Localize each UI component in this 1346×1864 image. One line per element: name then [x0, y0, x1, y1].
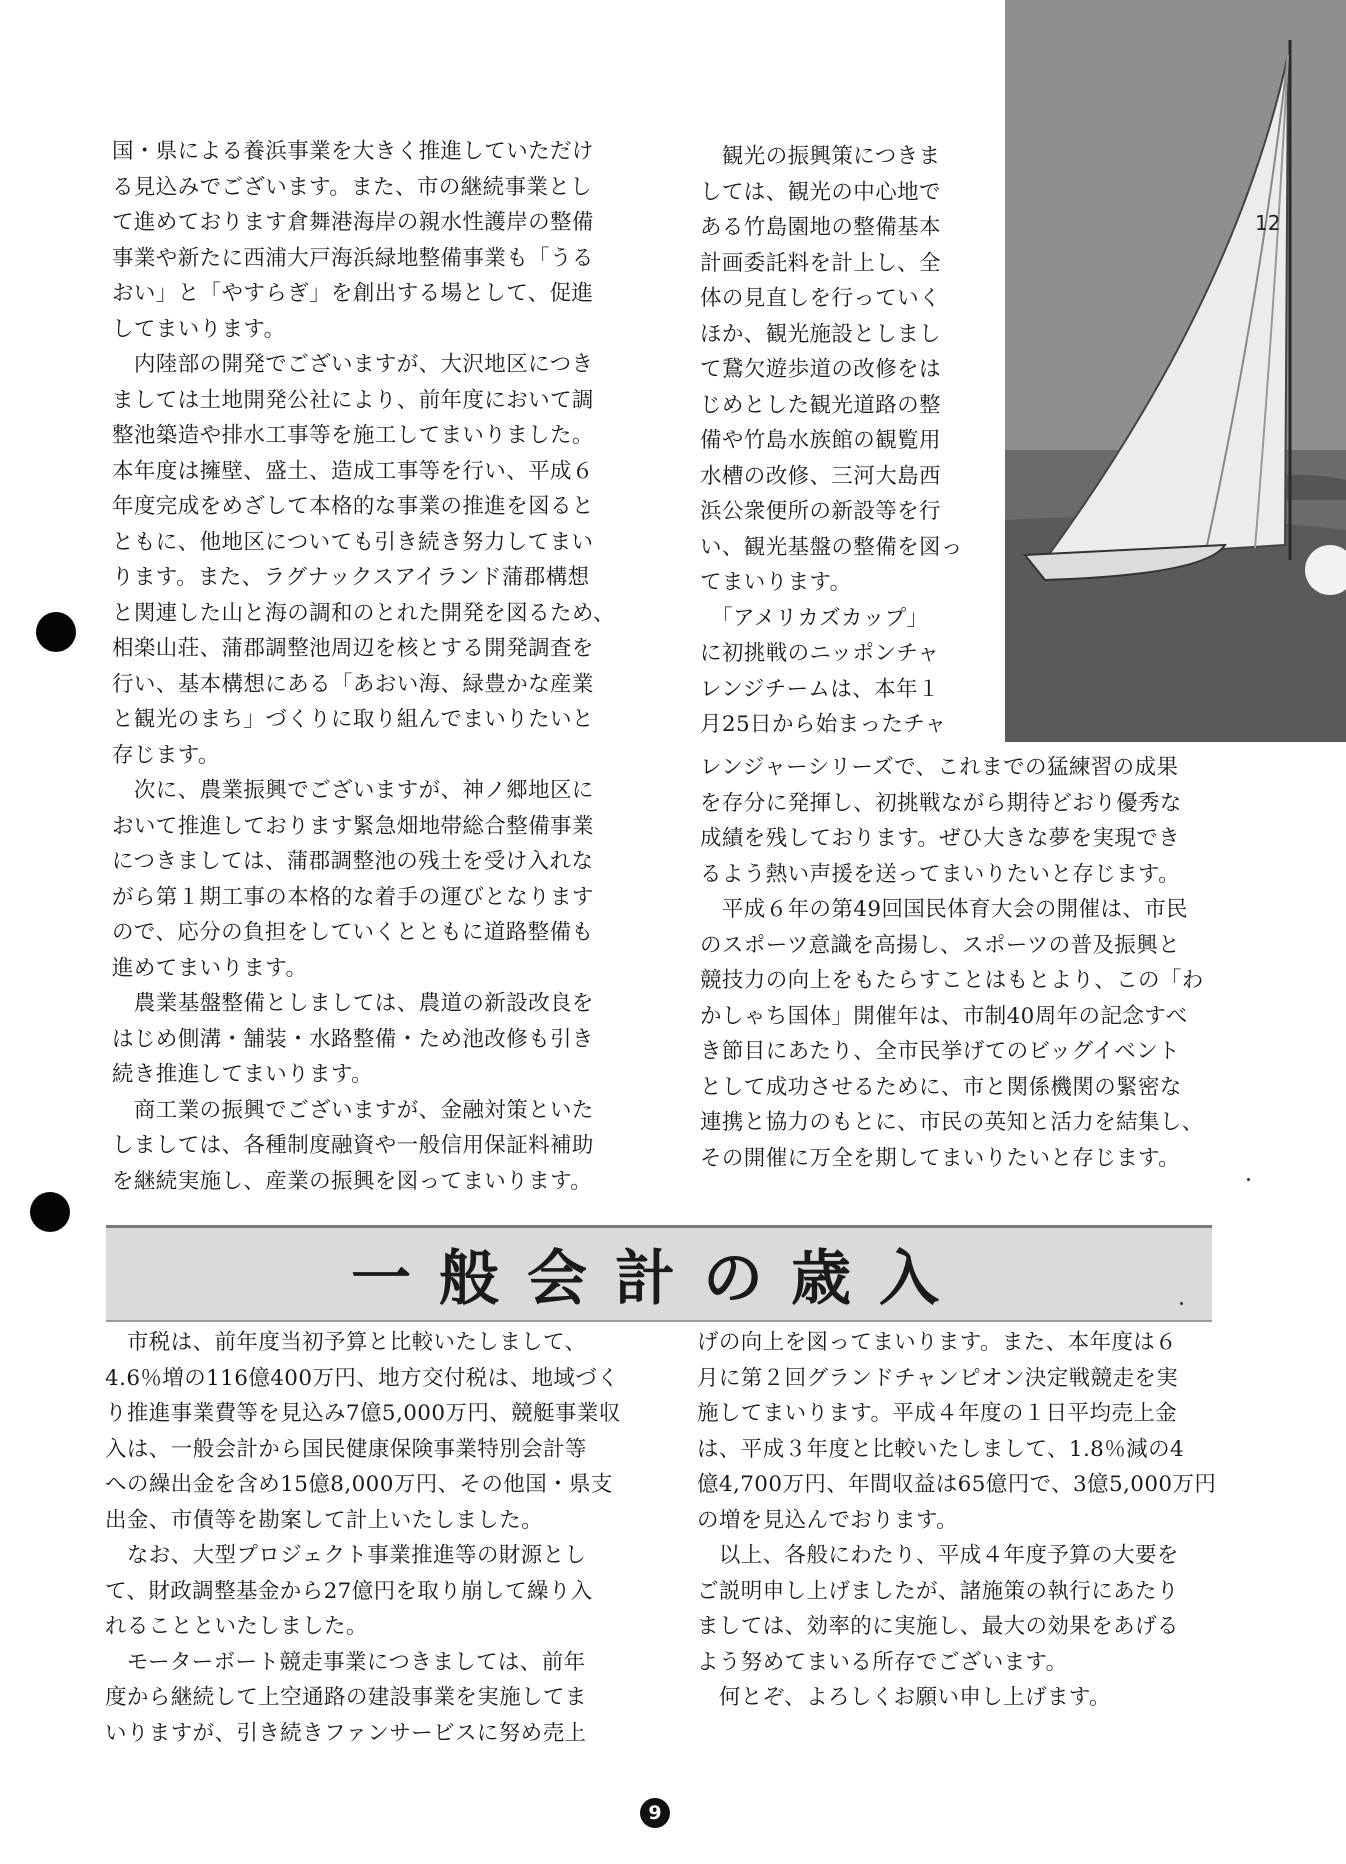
text-line: 年度完成をめざして本格的な事業の推進を図ると: [112, 494, 594, 519]
text-line: 次に、農業振興でございますが、神ノ郷地区に: [112, 778, 594, 803]
text-line: 事業や新たに西浦大戸海浜緑地整備事業も「うる: [112, 245, 594, 271]
text-line: してまいります。: [112, 316, 286, 342]
text-line: 月25日から始まったチャ: [700, 712, 947, 737]
text-line: き節目にあたり、全市民挙げてのビッグイベント: [700, 1039, 1180, 1064]
text-line: として成功させるために、市と関係機関の緊密な: [700, 1074, 1182, 1100]
text-line: への繰出金を含め15億8,000万円、その他国・県支: [105, 1472, 613, 1497]
text-line: 以上、各般にわたり、平成４年度予算の大要を: [697, 1543, 1179, 1568]
binder-hole-bottom: [30, 1192, 70, 1232]
text-line: を継続実施し、産業の振興を図ってまいります。: [112, 1168, 593, 1194]
text-line: 相楽山荘、蒲郡調整池周辺を核とする開発調査を: [112, 636, 594, 661]
text-line: れることといたしました。: [105, 1614, 368, 1639]
text-line: モーターボート競走事業につきましては、前年: [105, 1649, 586, 1675]
text-line: てまいります。: [700, 570, 852, 595]
text-line: て、財政調整基金から27億円を取り崩して繰り入: [105, 1578, 593, 1604]
text-line: いりますが、引き続きファンサービスに努め売上: [105, 1720, 587, 1746]
text-line: 月に第２回グランドチャンピオン決定戦競走を実: [697, 1365, 1179, 1391]
text-line: と関連した山と海の調和のとれた開発を図るため、: [112, 600, 615, 626]
text-line: 連携と協力のもとに、市民の英知と活力を結集し、: [700, 1110, 1204, 1135]
section-banner: [106, 1225, 1212, 1322]
text-line: ましては、効率的に実施し、最大の効果をあげる: [697, 1614, 1179, 1639]
text-line: て進めております倉舞港海岸の親水性護岸の整備: [112, 210, 594, 235]
text-line: い、観光基盤の整備を図っ: [700, 534, 963, 560]
text-line: じめとした観光道路の整: [700, 392, 941, 418]
text-line: 浜公衆便所の新設等を行: [700, 499, 941, 524]
text-line: の増を見込んでおります。: [697, 1507, 959, 1533]
text-line: 4.6％増の116億400万円、地方交付税は、地域づく: [105, 1365, 620, 1391]
print-speck: [1180, 1302, 1183, 1305]
text-line: 施してまいります。平成４年度の１日平均売上金: [697, 1401, 1178, 1426]
text-line: 観光の振興策につきま: [700, 144, 941, 169]
text-line: 水槽の改修、三河大島西: [700, 463, 941, 489]
text-line: 度から継続して上空通路の建設事業を実施してま: [105, 1685, 587, 1710]
text-line: しては、観光の中心地で: [700, 179, 941, 205]
text-line: り推進事業費等を見込み7億5,000万円、競艇事業収: [105, 1401, 621, 1426]
text-line: 続き推進してまいります。: [112, 1062, 374, 1087]
text-line: と観光のまち」づくりに取り組んでまいりたいと: [112, 707, 594, 732]
text-line: 成績を残しております。ぜひ大きな夢を実現でき: [700, 826, 1181, 851]
text-line: 平成６年の第49回国民体育大会の開催は、市民: [700, 897, 1189, 922]
text-line: につきましては、蒲郡調整池の残土を受け入れな: [112, 849, 594, 874]
text-line: ある竹島園地の整備基本: [700, 215, 941, 240]
text-line: ります。また、ラグナックスアイランド蒲郡構想: [112, 565, 590, 590]
text-line: 整池築造や排水工事等を施工してまいりました。: [112, 423, 594, 448]
text-line: 内陸部の開発でございますが、大沢地区につき: [112, 352, 594, 377]
text-line: よう努めてまいる所存でございます。: [697, 1649, 1068, 1675]
text-line: のスポーツ意識を高揚し、スポーツの普及振興と: [700, 932, 1181, 958]
text-line: ご説明申し上げましたが、諸施策の執行にあたり: [697, 1578, 1179, 1604]
text-line: を存分に発揮し、初挑戦ながら期待どおり優秀な: [700, 790, 1182, 816]
text-line: 備や竹島水族館の観覧用: [700, 428, 941, 453]
text-line: るよう熱い声援を送ってまいりたいと存じます。: [700, 861, 1181, 887]
text-line: に初挑戦のニッポンチャ: [700, 641, 940, 666]
print-speck: [1247, 1178, 1250, 1181]
text-line: 計画委託料を計上し、全: [700, 250, 941, 276]
section-heading: 一般会計の歳入: [351, 1244, 967, 1314]
text-line: レンジャーシリーズで、これまでの猛練習の成果: [700, 755, 1179, 780]
text-line: て鵞欠遊歩道の改修をは: [700, 357, 941, 382]
text-line: 市税は、前年度当初予算と比較いたしまして、: [105, 1330, 587, 1355]
text-line: 億4,700万円、年間収益は65億円で、3億5,000万円: [697, 1472, 1217, 1497]
text-line: ほか、観光施設としまし: [700, 321, 941, 347]
text-line: は、平成３年度と比較いたしまして、1.8％減の4: [697, 1436, 1185, 1462]
binder-hole-top: [36, 612, 76, 652]
text-line: がら第１期工事の本格的な着手の運びとなります: [112, 884, 594, 910]
sailboat-photo: [1005, 0, 1346, 742]
text-line: 体の見直しを行っていく: [700, 286, 941, 311]
text-line: レンジチームは、本年１: [700, 676, 940, 702]
text-line: る見込みでございます。また、市の継続事業とし: [112, 174, 593, 200]
text-line: 進めてまいります。: [112, 955, 308, 981]
text-line: ましては土地開発公社により、前年度において調: [112, 387, 594, 413]
text-line: なお、大型プロジェクト事業推進等の財源とし: [105, 1543, 587, 1568]
sail-number: 12: [1255, 211, 1281, 235]
page-number: 9: [640, 1798, 670, 1828]
text-line: ともに、他地区についても引き続き努力してまい: [112, 529, 594, 555]
text-line: ので、応分の負担をしていくとともに道路整備も: [112, 920, 594, 945]
body-column-lower-left: [105, 1325, 635, 1751]
text-line: 何とぞ、よろしくお願い申し上げます。: [697, 1685, 1111, 1710]
text-line: おい」と「やすらぎ」を創出する場として、促進: [112, 281, 594, 306]
text-line: 本年度は擁壁、盛土、造成工事等を行い、平成６: [112, 458, 594, 484]
body-column-upper-left: [112, 134, 632, 1199]
text-line: 入は、一般会計から国民健康保険事業特別会計等: [105, 1436, 587, 1462]
text-line: 出金、市債等を勘案して計上いたしました。: [105, 1507, 544, 1533]
text-line: その開催に万全を期してまいりたいと存じます。: [700, 1145, 1181, 1171]
body-column-upper-right-narrow: [700, 139, 980, 743]
text-line: 国・県による養浜事業を大きく推進していただけ: [112, 139, 594, 164]
text-line: しましては、各種制度融資や一般信用保証料補助: [112, 1133, 594, 1158]
text-line: 存じます。: [112, 742, 220, 768]
text-line: 競技力の向上をもたらすことはもとより、この「わ: [700, 968, 1204, 993]
text-line: 農業基盤整備としましては、農道の新設改良を: [112, 991, 594, 1016]
text-line: げの向上を図ってまいります。また、本年度は６: [697, 1330, 1178, 1355]
text-line: 商工業の振興でございますが、金融対策といた: [112, 1097, 594, 1123]
body-column-lower-right: [697, 1325, 1237, 1716]
text-line: はじめ側溝・舗装・水路整備・ため池改修も引き: [112, 1026, 594, 1052]
text-line: 行い、基本構想にある「あおい海、緑豊かな産業: [112, 671, 594, 697]
text-line: かしゃち国体」開催年は、市制40周年の記念すべ: [700, 1003, 1188, 1029]
text-line: おいて推進しております緊急畑地帯総合整備事業: [112, 813, 594, 839]
body-column-upper-right-wide: [700, 750, 1240, 1176]
text-line: 「アメリカズカップ」: [700, 605, 929, 631]
